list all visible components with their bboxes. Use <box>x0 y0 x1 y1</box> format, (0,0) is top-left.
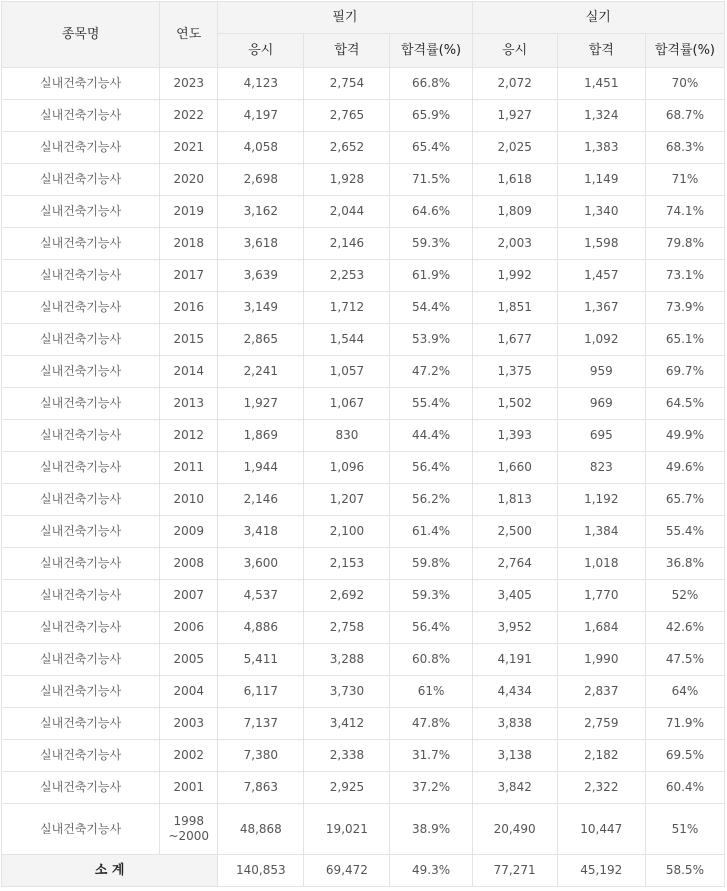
item-name-cell: 실내건축기능사 <box>2 708 160 740</box>
written-applicants-cell: 2,146 <box>218 484 304 516</box>
practical-rate-cell: 68.7% <box>645 100 724 132</box>
written-passed-cell: 2,338 <box>304 740 390 772</box>
header-item-name: 종목명 <box>2 2 160 68</box>
total-label: 소 계 <box>2 855 218 887</box>
practical-rate-cell: 55.4% <box>645 516 724 548</box>
table-header <box>2 2 725 68</box>
written-rate-cell: 56.2% <box>390 484 472 516</box>
written-applicants-cell: 4,123 <box>218 68 304 100</box>
table-row <box>2 484 725 516</box>
table-row <box>2 324 725 356</box>
written-rate-cell: 44.4% <box>390 420 472 452</box>
written-rate-cell: 38.9% <box>390 804 472 855</box>
table-row <box>2 292 725 324</box>
written-passed-cell: 2,758 <box>304 612 390 644</box>
year-cell: 2005 <box>160 644 218 676</box>
practical-rate-cell: 47.5% <box>645 644 724 676</box>
written-applicants-cell: 2,241 <box>218 356 304 388</box>
practical-passed-cell: 1,367 <box>557 292 645 324</box>
year-cell: 2021 <box>160 132 218 164</box>
practical-rate-cell: 71% <box>645 164 724 196</box>
table-row <box>2 676 725 708</box>
year-cell: 2023 <box>160 68 218 100</box>
table-row <box>2 68 725 100</box>
practical-applicants-cell: 1,809 <box>472 196 557 228</box>
written-applicants-cell: 7,380 <box>218 740 304 772</box>
written-applicants-cell: 1,869 <box>218 420 304 452</box>
year-cell: 2017 <box>160 260 218 292</box>
written-passed-cell: 1,096 <box>304 452 390 484</box>
practical-rate-cell: 52% <box>645 580 724 612</box>
practical-passed-cell: 1,340 <box>557 196 645 228</box>
item-name-cell: 실내건축기능사 <box>2 132 160 164</box>
practical-rate-cell: 68.3% <box>645 132 724 164</box>
item-name-cell: 실내건축기능사 <box>2 324 160 356</box>
written-rate-cell: 37.2% <box>390 772 472 804</box>
practical-applicants-cell: 2,072 <box>472 68 557 100</box>
written-passed-cell: 2,253 <box>304 260 390 292</box>
practical-applicants-cell: 2,025 <box>472 132 557 164</box>
practical-applicants-cell: 1,502 <box>472 388 557 420</box>
item-name-cell: 실내건축기능사 <box>2 420 160 452</box>
practical-rate-cell: 64.5% <box>645 388 724 420</box>
item-name-cell: 실내건축기능사 <box>2 164 160 196</box>
written-rate-cell: 47.8% <box>390 708 472 740</box>
written-passed-cell: 2,754 <box>304 68 390 100</box>
item-name-cell: 실내건축기능사 <box>2 196 160 228</box>
exam-statistics-table <box>1 1 725 887</box>
table-row <box>2 132 725 164</box>
practical-rate-cell: 73.9% <box>645 292 724 324</box>
written-applicants-cell: 7,137 <box>218 708 304 740</box>
header-written-passed: 합격 <box>304 34 390 68</box>
written-rate-cell: 59.3% <box>390 228 472 260</box>
practical-applicants-cell: 1,851 <box>472 292 557 324</box>
year-cell: 2004 <box>160 676 218 708</box>
practical-applicants-cell: 2,764 <box>472 548 557 580</box>
practical-passed-cell: 1,324 <box>557 100 645 132</box>
written-passed-cell: 2,765 <box>304 100 390 132</box>
written-passed-cell: 1,207 <box>304 484 390 516</box>
total-written-rate: 49.3% <box>390 855 472 887</box>
practical-rate-cell: 69.7% <box>645 356 724 388</box>
written-applicants-cell: 48,868 <box>218 804 304 855</box>
header-practical-rate: 합격률(%) <box>645 34 724 68</box>
header-written: 필기 <box>218 2 472 34</box>
total-row <box>2 855 725 887</box>
written-rate-cell: 47.2% <box>390 356 472 388</box>
practical-passed-cell: 1,457 <box>557 260 645 292</box>
practical-applicants-cell: 3,952 <box>472 612 557 644</box>
year-cell: 2018 <box>160 228 218 260</box>
practical-passed-cell: 1,598 <box>557 228 645 260</box>
table-row <box>2 164 725 196</box>
practical-applicants-cell: 1,677 <box>472 324 557 356</box>
practical-passed-cell: 10,447 <box>557 804 645 855</box>
written-passed-cell: 2,044 <box>304 196 390 228</box>
written-applicants-cell: 5,411 <box>218 644 304 676</box>
item-name-cell: 실내건축기능사 <box>2 804 160 855</box>
practical-applicants-cell: 3,405 <box>472 580 557 612</box>
written-applicants-cell: 1,944 <box>218 452 304 484</box>
table-row <box>2 772 725 804</box>
written-passed-cell: 2,692 <box>304 580 390 612</box>
item-name-cell: 실내건축기능사 <box>2 644 160 676</box>
practical-passed-cell: 2,182 <box>557 740 645 772</box>
written-applicants-cell: 3,618 <box>218 228 304 260</box>
header-written-rate: 합격률(%) <box>390 34 472 68</box>
practical-applicants-cell: 1,375 <box>472 356 557 388</box>
practical-passed-cell: 969 <box>557 388 645 420</box>
table-row <box>2 644 725 676</box>
total-practical-applicants: 77,271 <box>472 855 557 887</box>
table-row <box>2 580 725 612</box>
written-applicants-cell: 6,117 <box>218 676 304 708</box>
practical-rate-cell: 70% <box>645 68 724 100</box>
practical-passed-cell: 823 <box>557 452 645 484</box>
item-name-cell: 실내건축기능사 <box>2 100 160 132</box>
written-applicants-cell: 3,149 <box>218 292 304 324</box>
item-name-cell: 실내건축기능사 <box>2 676 160 708</box>
written-applicants-cell: 4,886 <box>218 612 304 644</box>
practical-rate-cell: 49.6% <box>645 452 724 484</box>
year-cell: 2001 <box>160 772 218 804</box>
year-cell: 2022 <box>160 100 218 132</box>
practical-passed-cell: 1,092 <box>557 324 645 356</box>
practical-passed-cell: 2,322 <box>557 772 645 804</box>
item-name-cell: 실내건축기능사 <box>2 356 160 388</box>
table-row <box>2 356 725 388</box>
item-name-cell: 실내건축기능사 <box>2 516 160 548</box>
written-applicants-cell: 4,537 <box>218 580 304 612</box>
item-name-cell: 실내건축기능사 <box>2 292 160 324</box>
written-applicants-cell: 3,418 <box>218 516 304 548</box>
practical-passed-cell: 1,770 <box>557 580 645 612</box>
practical-applicants-cell: 1,660 <box>472 452 557 484</box>
written-passed-cell: 2,652 <box>304 132 390 164</box>
written-passed-cell: 3,288 <box>304 644 390 676</box>
written-rate-cell: 59.3% <box>390 580 472 612</box>
practical-applicants-cell: 3,138 <box>472 740 557 772</box>
practical-passed-cell: 2,837 <box>557 676 645 708</box>
practical-applicants-cell: 1,927 <box>472 100 557 132</box>
written-rate-cell: 61% <box>390 676 472 708</box>
practical-rate-cell: 74.1% <box>645 196 724 228</box>
practical-applicants-cell: 1,618 <box>472 164 557 196</box>
total-written-applicants: 140,853 <box>218 855 304 887</box>
written-passed-cell: 3,412 <box>304 708 390 740</box>
practical-applicants-cell: 1,393 <box>472 420 557 452</box>
written-passed-cell: 19,021 <box>304 804 390 855</box>
table-row <box>2 612 725 644</box>
written-passed-cell: 1,928 <box>304 164 390 196</box>
written-rate-cell: 71.5% <box>390 164 472 196</box>
year-cell: 2012 <box>160 420 218 452</box>
table-row <box>2 260 725 292</box>
item-name-cell: 실내건축기능사 <box>2 260 160 292</box>
year-cell: 2015 <box>160 324 218 356</box>
written-rate-cell: 60.8% <box>390 644 472 676</box>
item-name-cell: 실내건축기능사 <box>2 68 160 100</box>
written-applicants-cell: 7,863 <box>218 772 304 804</box>
year-cell: 2010 <box>160 484 218 516</box>
written-passed-cell: 1,544 <box>304 324 390 356</box>
year-cell: 2002 <box>160 740 218 772</box>
year-cell: 2019 <box>160 196 218 228</box>
practical-passed-cell: 1,384 <box>557 516 645 548</box>
practical-applicants-cell: 4,191 <box>472 644 557 676</box>
practical-applicants-cell: 3,838 <box>472 708 557 740</box>
written-rate-cell: 66.8% <box>390 68 472 100</box>
written-applicants-cell: 4,197 <box>218 100 304 132</box>
table-row <box>2 516 725 548</box>
year-cell: 2007 <box>160 580 218 612</box>
practical-passed-cell: 1,018 <box>557 548 645 580</box>
practical-applicants-cell: 2,500 <box>472 516 557 548</box>
written-passed-cell: 2,925 <box>304 772 390 804</box>
year-cell: 2008 <box>160 548 218 580</box>
written-rate-cell: 64.6% <box>390 196 472 228</box>
written-applicants-cell: 3,162 <box>218 196 304 228</box>
table-row <box>2 100 725 132</box>
item-name-cell: 실내건축기능사 <box>2 388 160 420</box>
practical-rate-cell: 36.8% <box>645 548 724 580</box>
practical-applicants-cell: 20,490 <box>472 804 557 855</box>
written-passed-cell: 2,100 <box>304 516 390 548</box>
written-rate-cell: 65.9% <box>390 100 472 132</box>
year-cell: 2014 <box>160 356 218 388</box>
header-practical: 실기 <box>472 2 724 34</box>
year-cell: 2006 <box>160 612 218 644</box>
table-row <box>2 740 725 772</box>
written-rate-cell: 61.4% <box>390 516 472 548</box>
practical-rate-cell: 64% <box>645 676 724 708</box>
item-name-cell: 실내건축기능사 <box>2 772 160 804</box>
table-row <box>2 228 725 260</box>
header-year: 연도 <box>160 2 218 68</box>
written-applicants-cell: 3,600 <box>218 548 304 580</box>
practical-applicants-cell: 3,842 <box>472 772 557 804</box>
written-passed-cell: 3,730 <box>304 676 390 708</box>
practical-applicants-cell: 4,434 <box>472 676 557 708</box>
table-row <box>2 708 725 740</box>
written-applicants-cell: 3,639 <box>218 260 304 292</box>
written-rate-cell: 56.4% <box>390 612 472 644</box>
written-passed-cell: 830 <box>304 420 390 452</box>
item-name-cell: 실내건축기능사 <box>2 580 160 612</box>
written-rate-cell: 55.4% <box>390 388 472 420</box>
item-name-cell: 실내건축기능사 <box>2 740 160 772</box>
year-cell: 2013 <box>160 388 218 420</box>
year-cell: 1998 ~2000 <box>160 804 218 855</box>
practical-rate-cell: 51% <box>645 804 724 855</box>
practical-rate-cell: 69.5% <box>645 740 724 772</box>
table-footer <box>2 855 725 887</box>
practical-applicants-cell: 2,003 <box>472 228 557 260</box>
practical-passed-cell: 2,759 <box>557 708 645 740</box>
practical-passed-cell: 1,451 <box>557 68 645 100</box>
practical-rate-cell: 71.9% <box>645 708 724 740</box>
practical-applicants-cell: 1,813 <box>472 484 557 516</box>
written-passed-cell: 1,057 <box>304 356 390 388</box>
written-rate-cell: 56.4% <box>390 452 472 484</box>
written-passed-cell: 1,712 <box>304 292 390 324</box>
practical-rate-cell: 65.1% <box>645 324 724 356</box>
practical-rate-cell: 60.4% <box>645 772 724 804</box>
written-passed-cell: 2,146 <box>304 228 390 260</box>
item-name-cell: 실내건축기능사 <box>2 612 160 644</box>
practical-rate-cell: 65.7% <box>645 484 724 516</box>
header-practical-applicants: 응시 <box>472 34 557 68</box>
written-applicants-cell: 1,927 <box>218 388 304 420</box>
total-practical-rate: 58.5% <box>645 855 724 887</box>
year-cell: 2020 <box>160 164 218 196</box>
year-cell: 2016 <box>160 292 218 324</box>
practical-applicants-cell: 1,992 <box>472 260 557 292</box>
header-written-applicants: 응시 <box>218 34 304 68</box>
written-passed-cell: 2,153 <box>304 548 390 580</box>
practical-passed-cell: 1,383 <box>557 132 645 164</box>
item-name-cell: 실내건축기능사 <box>2 548 160 580</box>
practical-passed-cell: 1,990 <box>557 644 645 676</box>
total-written-passed: 69,472 <box>304 855 390 887</box>
header-practical-passed: 합격 <box>557 34 645 68</box>
written-rate-cell: 53.9% <box>390 324 472 356</box>
written-passed-cell: 1,067 <box>304 388 390 420</box>
practical-passed-cell: 1,684 <box>557 612 645 644</box>
item-name-cell: 실내건축기능사 <box>2 484 160 516</box>
practical-passed-cell: 1,192 <box>557 484 645 516</box>
practical-passed-cell: 1,149 <box>557 164 645 196</box>
written-rate-cell: 54.4% <box>390 292 472 324</box>
practical-rate-cell: 73.1% <box>645 260 724 292</box>
item-name-cell: 실내건축기능사 <box>2 228 160 260</box>
practical-rate-cell: 49.9% <box>645 420 724 452</box>
practical-passed-cell: 695 <box>557 420 645 452</box>
written-applicants-cell: 2,698 <box>218 164 304 196</box>
table-row <box>2 388 725 420</box>
practical-rate-cell: 42.6% <box>645 612 724 644</box>
table-row <box>2 548 725 580</box>
table-row <box>2 420 725 452</box>
written-rate-cell: 61.9% <box>390 260 472 292</box>
practical-passed-cell: 959 <box>557 356 645 388</box>
year-cell: 2009 <box>160 516 218 548</box>
item-name-cell: 실내건축기능사 <box>2 452 160 484</box>
year-cell: 2003 <box>160 708 218 740</box>
written-rate-cell: 31.7% <box>390 740 472 772</box>
written-rate-cell: 65.4% <box>390 132 472 164</box>
table-row <box>2 196 725 228</box>
written-rate-cell: 59.8% <box>390 548 472 580</box>
table-row <box>2 452 725 484</box>
year-cell: 2011 <box>160 452 218 484</box>
table-row <box>2 804 725 855</box>
total-practical-passed: 45,192 <box>557 855 645 887</box>
table-body <box>2 68 725 855</box>
written-applicants-cell: 4,058 <box>218 132 304 164</box>
practical-rate-cell: 79.8% <box>645 228 724 260</box>
written-applicants-cell: 2,865 <box>218 324 304 356</box>
